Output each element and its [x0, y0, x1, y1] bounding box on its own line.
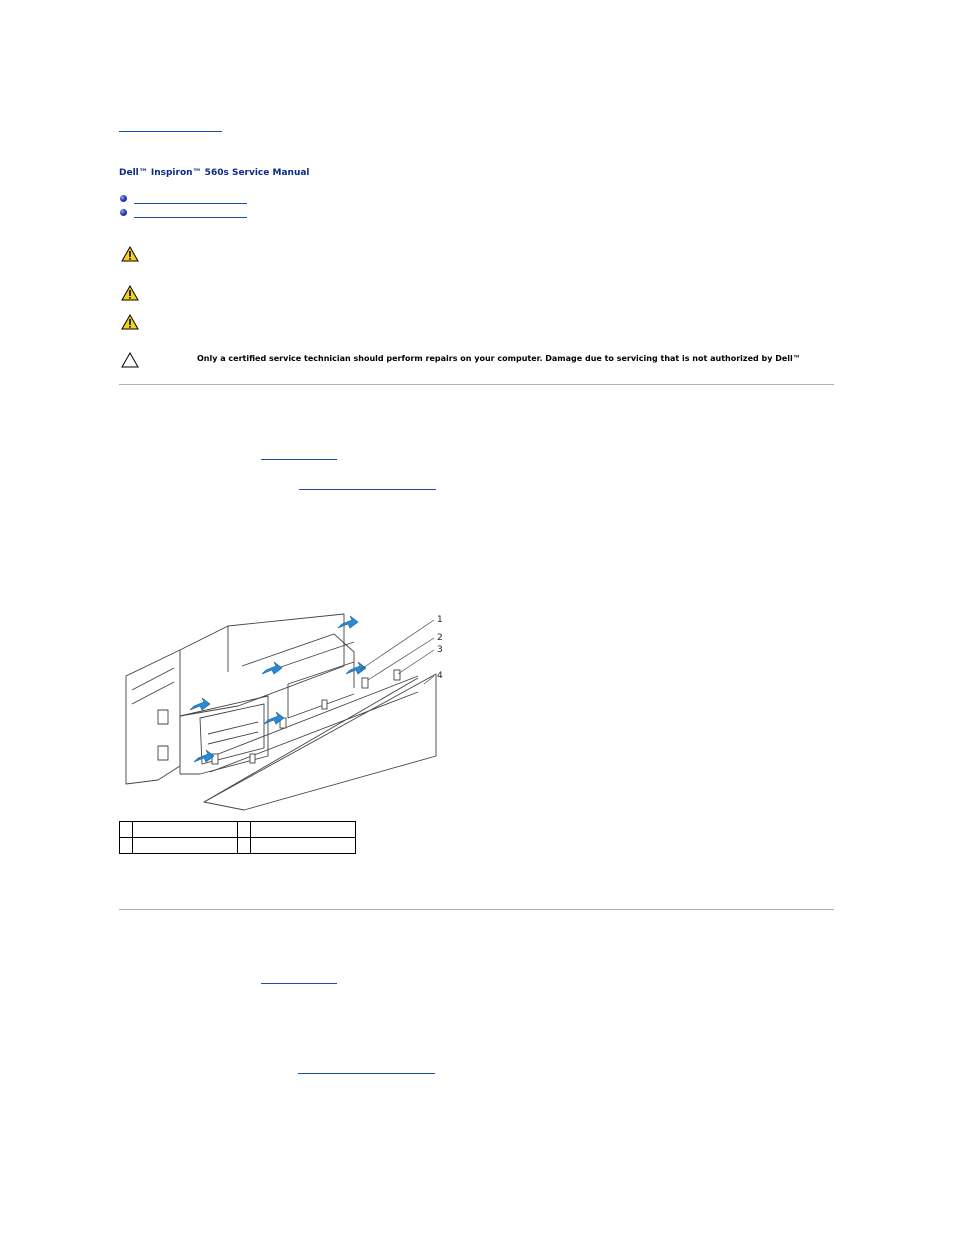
- caution-icon: [121, 352, 139, 368]
- table-cell: [120, 838, 133, 854]
- callout-table: [119, 821, 356, 854]
- callout-label-2: 2: [437, 633, 443, 643]
- table-cell: [251, 822, 356, 838]
- warning-icon: [121, 246, 139, 262]
- section-divider: [119, 384, 834, 385]
- caution-text: Only a certified service technician should perform repairs on your computer. Damage due to servicing that is not authorized by Dell™: [197, 354, 801, 363]
- table-cell: [133, 822, 238, 838]
- section-link-removing[interactable]: [134, 203, 247, 204]
- warning-icon: [121, 314, 139, 330]
- callout-label-1: 1: [437, 615, 443, 625]
- computer-cover-link[interactable]: [298, 1073, 435, 1074]
- bullet-icon: [120, 209, 127, 216]
- before-you-begin-link[interactable]: [261, 983, 337, 984]
- table-row: [120, 838, 356, 854]
- computer-cover-link[interactable]: [299, 489, 436, 490]
- before-you-begin-link[interactable]: [261, 459, 337, 460]
- page-title: Dell™ Inspiron™ 560s Service Manual: [119, 168, 310, 178]
- table-row: [120, 822, 356, 838]
- table-cell: [120, 822, 133, 838]
- bullet-icon: [120, 195, 127, 202]
- table-cell: [238, 838, 251, 854]
- warning-icon: [121, 285, 139, 301]
- table-cell: [133, 838, 238, 854]
- table-cell: [251, 838, 356, 854]
- table-cell: [238, 822, 251, 838]
- back-to-contents-link[interactable]: [119, 131, 222, 132]
- bezel-removal-illustration: [118, 606, 458, 812]
- callout-label-3: 3: [437, 645, 443, 655]
- section-link-replacing[interactable]: [134, 217, 247, 218]
- callout-label-4: 4: [437, 671, 443, 681]
- section-divider: [119, 909, 834, 910]
